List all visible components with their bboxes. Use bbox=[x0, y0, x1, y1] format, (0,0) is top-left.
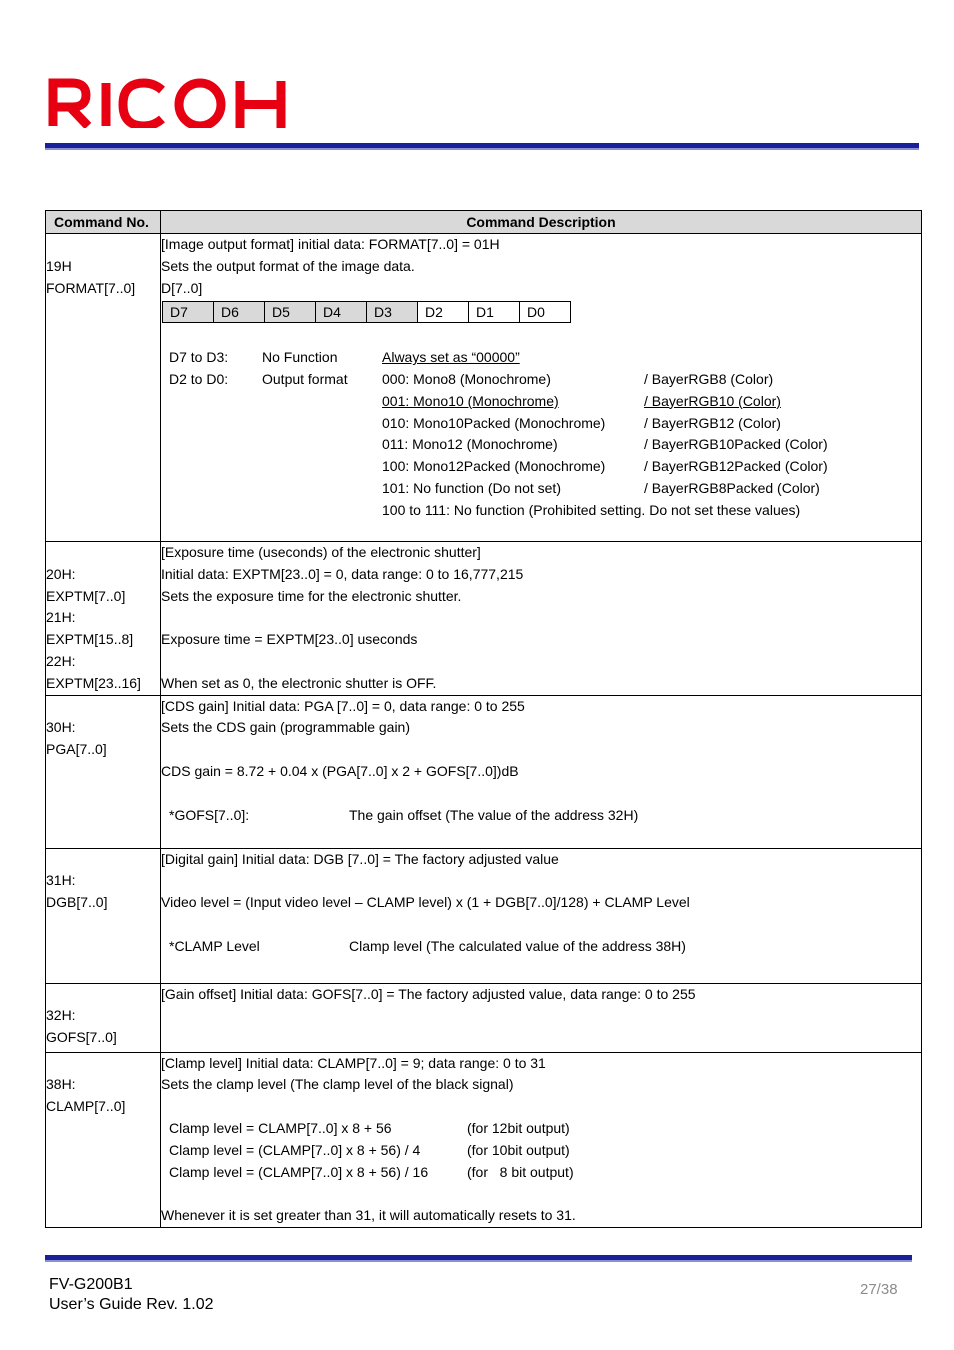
command-register: EXPTM[15..8] bbox=[46, 631, 134, 648]
bit-function: Output format bbox=[262, 370, 348, 387]
bit-table bbox=[162, 301, 571, 323]
command-register: CLAMP[7..0] bbox=[46, 1098, 126, 1115]
option-mono: 100: Mono12Packed (Monochrome) bbox=[382, 458, 606, 475]
desc-line: Sets the output format of the image data. bbox=[161, 257, 415, 274]
note-value: The gain offset (The value of the address 32H) bbox=[349, 806, 639, 823]
table-row bbox=[46, 983, 922, 1052]
table-header-row bbox=[46, 211, 922, 234]
command-register: EXPTM[7..0] bbox=[46, 587, 126, 604]
option-color: / BayerRGB8Packed (Color) bbox=[644, 479, 820, 496]
command-no-cell bbox=[46, 234, 161, 542]
clamp-formula-note: (for 12bit output) bbox=[467, 1119, 570, 1136]
bit-cell: D1 bbox=[469, 302, 520, 323]
desc-line: [Gain offset] Initial data: GOFS[7..0] = The factory adjusted value, data range: 0 to 255 bbox=[161, 985, 696, 1002]
option-color: / BayerRGB12 (Color) bbox=[644, 414, 781, 431]
bit-cell: D5 bbox=[265, 302, 316, 323]
option-row bbox=[161, 434, 921, 456]
option-row bbox=[161, 456, 921, 478]
option-color: / BayerRGB10Packed (Color) bbox=[644, 436, 828, 453]
bit-cell: D4 bbox=[316, 302, 367, 323]
desc-line: D[7..0] bbox=[161, 279, 203, 296]
table-row bbox=[46, 542, 922, 696]
option-row bbox=[161, 413, 921, 435]
clamp-formula-row bbox=[161, 1140, 921, 1162]
command-code: 19H bbox=[46, 257, 72, 274]
option-color: / BayerRGB12Packed (Color) bbox=[644, 458, 828, 475]
option-mono: 011: Mono12 (Monochrome) bbox=[382, 436, 558, 453]
desc-line: [Digital gain] Initial data: DGB [7..0] = The factory adjusted value bbox=[161, 850, 559, 867]
bit-value: Always set as “00000” bbox=[382, 349, 520, 366]
bit-cell: D3 bbox=[367, 302, 418, 323]
desc-line: Initial data: EXPTM[23..0] = 0, data range: 0 to 16,777,215 bbox=[161, 565, 524, 582]
option-mono: 010: Mono10Packed (Monochrome) bbox=[382, 414, 606, 431]
clamp-formula-note: (for 8 bit output) bbox=[467, 1163, 574, 1180]
option-color: / BayerRGB8 (Color) bbox=[644, 370, 774, 387]
header-command-no: Command No. bbox=[46, 211, 161, 234]
ricoh-logo-icon bbox=[48, 78, 288, 128]
bit-field-row bbox=[161, 347, 921, 369]
command-code: 20H: bbox=[46, 565, 76, 582]
bit-cell: D7 bbox=[163, 302, 214, 323]
footer-guide-revision: User’s Guide Rev. 1.02 bbox=[49, 1296, 214, 1313]
command-description-cell bbox=[161, 983, 922, 1052]
header-rule bbox=[45, 143, 919, 150]
desc-line: [CDS gain] Initial data: PGA [7..0] = 0, data range: 0 to 255 bbox=[161, 697, 525, 714]
footer-rule bbox=[45, 1255, 912, 1262]
bit-range: D2 to D0: bbox=[169, 370, 229, 387]
command-no-cell bbox=[46, 695, 161, 848]
command-register: EXPTM[23..16] bbox=[46, 674, 141, 691]
bit-function: No Function bbox=[262, 349, 338, 366]
command-no-cell bbox=[46, 983, 161, 1052]
command-code: 38H: bbox=[46, 1076, 76, 1093]
desc-formula: Exposure time = EXPTM[23..0] useconds bbox=[161, 631, 418, 648]
command-no-cell bbox=[46, 1052, 161, 1227]
desc-line: [Clamp level] Initial data: CLAMP[7..0] = 9; data range: 0 to 31 bbox=[161, 1054, 546, 1071]
command-description-cell bbox=[161, 542, 922, 696]
desc-note bbox=[161, 805, 921, 827]
clamp-formula-row bbox=[161, 1162, 921, 1184]
desc-note bbox=[161, 936, 921, 958]
table-row bbox=[46, 1052, 922, 1227]
command-description-cell bbox=[161, 1052, 922, 1227]
desc-line: [Exposure time (useconds) of the electronic shutter] bbox=[161, 544, 481, 560]
desc-formula: CDS gain = 8.72 + 0.04 x (PGA[7..0] x 2 + GOFS[7..0])dB bbox=[161, 762, 519, 779]
clamp-formula-row bbox=[161, 1118, 921, 1140]
bit-cell: D6 bbox=[214, 302, 265, 323]
command-description-cell bbox=[161, 234, 922, 542]
ricoh-logo bbox=[48, 78, 288, 128]
command-table bbox=[45, 210, 922, 1228]
command-register: DGB[7..0] bbox=[46, 894, 108, 911]
command-code: 32H: bbox=[46, 1007, 76, 1024]
bit-cell: D2 bbox=[418, 302, 469, 323]
clamp-formula-note: (for 10bit output) bbox=[467, 1141, 570, 1158]
command-code: 21H: bbox=[46, 609, 76, 626]
option-row bbox=[161, 391, 921, 413]
clamp-formula: Clamp level = (CLAMP[7..0] x 8 + 56) / 16 bbox=[169, 1163, 429, 1180]
table-row bbox=[46, 234, 922, 542]
command-code: 31H: bbox=[46, 872, 76, 889]
footer-model: FV-G200B1 bbox=[49, 1276, 133, 1293]
command-register: PGA[7..0] bbox=[46, 741, 107, 758]
note-value: Clamp level (The calculated value of the address 38H) bbox=[349, 937, 686, 954]
bit-field-row bbox=[161, 369, 921, 391]
note-key: *GOFS[7..0]: bbox=[169, 806, 250, 823]
bit-range: D7 to D3: bbox=[169, 349, 229, 366]
command-description-cell bbox=[161, 848, 922, 983]
command-code: 22H: bbox=[46, 652, 76, 669]
command-code: 30H: bbox=[46, 719, 76, 736]
desc-formula: Video level = (Input video level – CLAMP level) x (1 + DGB[7..0]/128) + CLAMP Level bbox=[161, 894, 690, 911]
command-description-cell bbox=[161, 695, 922, 848]
option-color: / BayerRGB10 (Color) bbox=[644, 392, 781, 409]
command-register: GOFS[7..0] bbox=[46, 1029, 117, 1046]
desc-line: When set as 0, the electronic shutter is OFF. bbox=[161, 674, 437, 691]
option-mono: 101: No function (Do not set) bbox=[382, 479, 561, 496]
command-no-cell bbox=[46, 542, 161, 696]
option-row bbox=[161, 478, 921, 500]
prohibited-note: 100 to 111: No function (Prohibited setting. Do not set these values) bbox=[382, 501, 801, 518]
command-no-cell bbox=[46, 848, 161, 983]
clamp-formula: Clamp level = CLAMP[7..0] x 8 + 56 bbox=[169, 1119, 392, 1136]
page-number: 27/38 bbox=[860, 1281, 898, 1298]
header-command-description: Command Description bbox=[161, 211, 922, 234]
desc-line: Sets the clamp level (The clamp level of the black signal) bbox=[161, 1076, 514, 1093]
table-row bbox=[46, 695, 922, 848]
note-key: *CLAMP Level bbox=[169, 937, 260, 954]
command-register: FORMAT[7..0] bbox=[46, 279, 136, 296]
desc-line: Whenever it is set greater than 31, it will automatically resets to 31. bbox=[161, 1207, 576, 1224]
option-mono: 000: Mono8 (Monochrome) bbox=[382, 370, 551, 387]
option-mono: 001: Mono10 (Monochrome) bbox=[382, 392, 559, 409]
clamp-formula: Clamp level = (CLAMP[7..0] x 8 + 56) / 4 bbox=[169, 1141, 421, 1158]
bit-cell: D0 bbox=[520, 302, 571, 323]
desc-line: Sets the CDS gain (programmable gain) bbox=[161, 719, 411, 736]
desc-line: [Image output format] initial data: FORMAT[7..0] = 01H bbox=[161, 236, 500, 252]
table-row bbox=[46, 848, 922, 983]
desc-line: Sets the exposure time for the electronic shutter. bbox=[161, 587, 462, 604]
